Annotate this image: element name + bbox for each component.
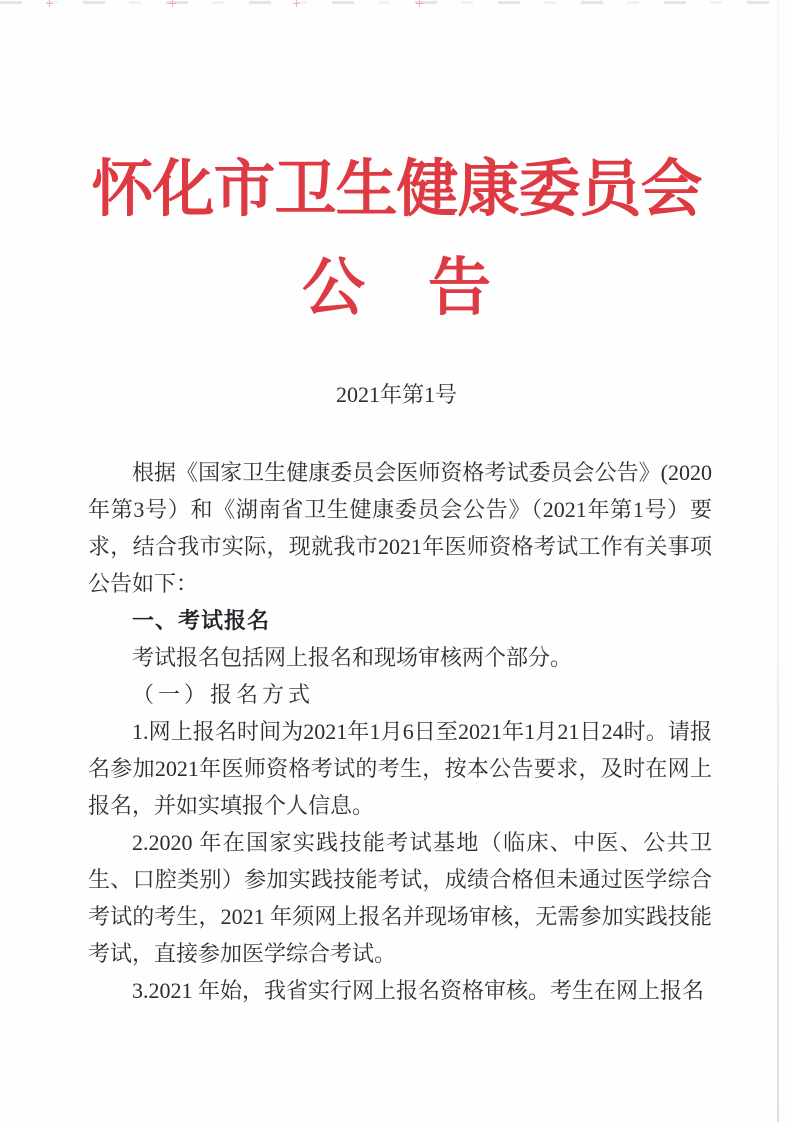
paragraph: 1.网上报名时间为2021年1月6日至2021年1月21日24时。请报名参加2021年医师资格考试的考生，按本公告要求，及时在网上报名，并如实填报个人信息。: [88, 719, 712, 818]
scan-registration-mark-icon: [169, 0, 176, 7]
paragraph: （一）报名方式: [132, 682, 315, 707]
issue-number: 2021年第1号: [335, 382, 457, 407]
paragraph: 一、考试报名: [132, 608, 271, 633]
scan-top-edge-artifact: [0, 1, 793, 4]
scan-registration-mark-icon: [46, 0, 53, 7]
scan-registration-mark-icon: [416, 0, 423, 7]
paragraph: 2.2020 年在国家实践技能考试基地（临床、中医、公共卫生、口腔类别）参加实践技能考试，成绩合格但未通过医学综合考试的考生，2021 年须网上报名并现场审核，无需参加实践技能考试，直接参加医学综合考试。: [88, 830, 712, 966]
paragraph: 3.2021 年始，我省实行网上报名资格审核。考生在网上报名: [132, 978, 705, 1003]
notice-title: 公 告: [302, 253, 491, 323]
agency-title: 怀化市卫生健康委员会: [91, 156, 702, 224]
paragraph: 根据《国家卫生健康委员会医师资格考试委员会公告》(2020年第3号）和《湖南省卫生健康委员会公告》（2021年第1号）要求，结合我市实际，现就我市2021年医师资格考试工作有关事项公告如下：: [88, 460, 712, 596]
document-body: [88, 454, 712, 1009]
paragraph: 考试报名包括网上报名和现场审核两个部分。: [132, 645, 573, 670]
scan-registration-mark-icon: [293, 0, 300, 7]
